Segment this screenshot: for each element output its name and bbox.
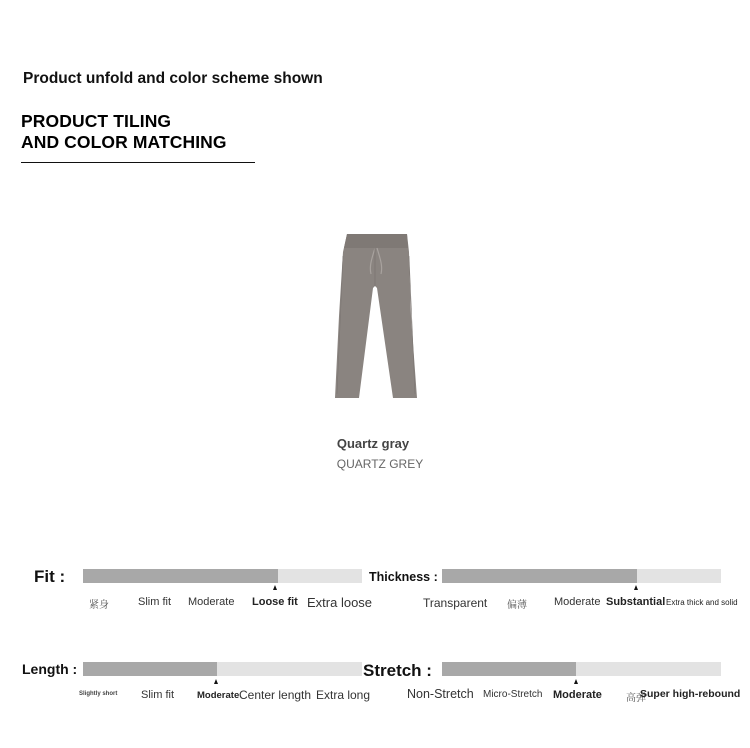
pants-waistband <box>344 234 408 248</box>
product-color-name-en: QUARTZ GREY <box>336 457 424 471</box>
thickness-option-4-selected: Substantial <box>606 596 666 608</box>
length-scale-bar <box>83 662 362 676</box>
stretch-option-2: Micro-Stretch <box>483 689 543 700</box>
fit-scale-marker <box>273 585 277 590</box>
stretch-scale-bar <box>442 662 721 676</box>
thickness-scale-marker <box>634 585 638 590</box>
fit-option-5: Extra loose <box>307 595 373 610</box>
fit-option-3: Moderate <box>188 596 235 608</box>
stretch-scale-fill <box>442 662 576 676</box>
length-option-2: Slim fit <box>141 689 174 701</box>
heading-divider <box>21 162 255 163</box>
length-label: Length : <box>22 661 78 677</box>
thickness-scale-fill <box>442 569 637 583</box>
product-color-name: Quartz gray <box>336 436 410 451</box>
thickness-option-1: Transparent <box>423 596 488 610</box>
fit-option-4-selected: Loose fit <box>252 596 298 608</box>
length-option-1: Slightly short <box>79 691 118 697</box>
stretch-option-5: Super high-rebound <box>640 688 741 700</box>
fit-scale-bar <box>83 569 362 583</box>
section-heading-line-1: PRODUCT TILING <box>21 111 172 131</box>
length-option-4: Center length <box>239 688 312 702</box>
stretch-option-1: Non-Stretch <box>407 687 474 701</box>
fit-scale-fill <box>83 569 278 583</box>
stretch-label: Stretch : <box>363 661 432 680</box>
length-scale-fill <box>83 662 217 676</box>
thickness-option-2: 偏薄 <box>507 600 527 611</box>
section-heading <box>21 111 227 153</box>
pants-body <box>335 234 417 398</box>
section-heading-line-2: AND COLOR MATCHING <box>21 132 227 152</box>
length-option-5: Extra long <box>316 688 371 702</box>
section-subtitle: Product unfold and color scheme shown <box>23 70 323 87</box>
stretch-option-4: 高弹 <box>626 693 646 704</box>
stretch-scale-marker <box>574 679 578 684</box>
length-option-3-selected: Moderate <box>197 690 240 701</box>
stretch-option-3-selected: Moderate <box>553 689 602 701</box>
thickness-scale-bar <box>442 569 721 583</box>
fit-option-1: 紧身 <box>89 600 109 611</box>
length-scale-marker <box>214 679 218 684</box>
thickness-option-3: Moderate <box>554 596 601 608</box>
product-pants-image <box>325 226 425 406</box>
fit-option-2: Slim fit <box>138 596 171 608</box>
fit-label: Fit : <box>34 567 66 586</box>
thickness-label: Thickness : <box>369 570 438 584</box>
thickness-option-5: Extra thick and solid <box>666 598 738 607</box>
